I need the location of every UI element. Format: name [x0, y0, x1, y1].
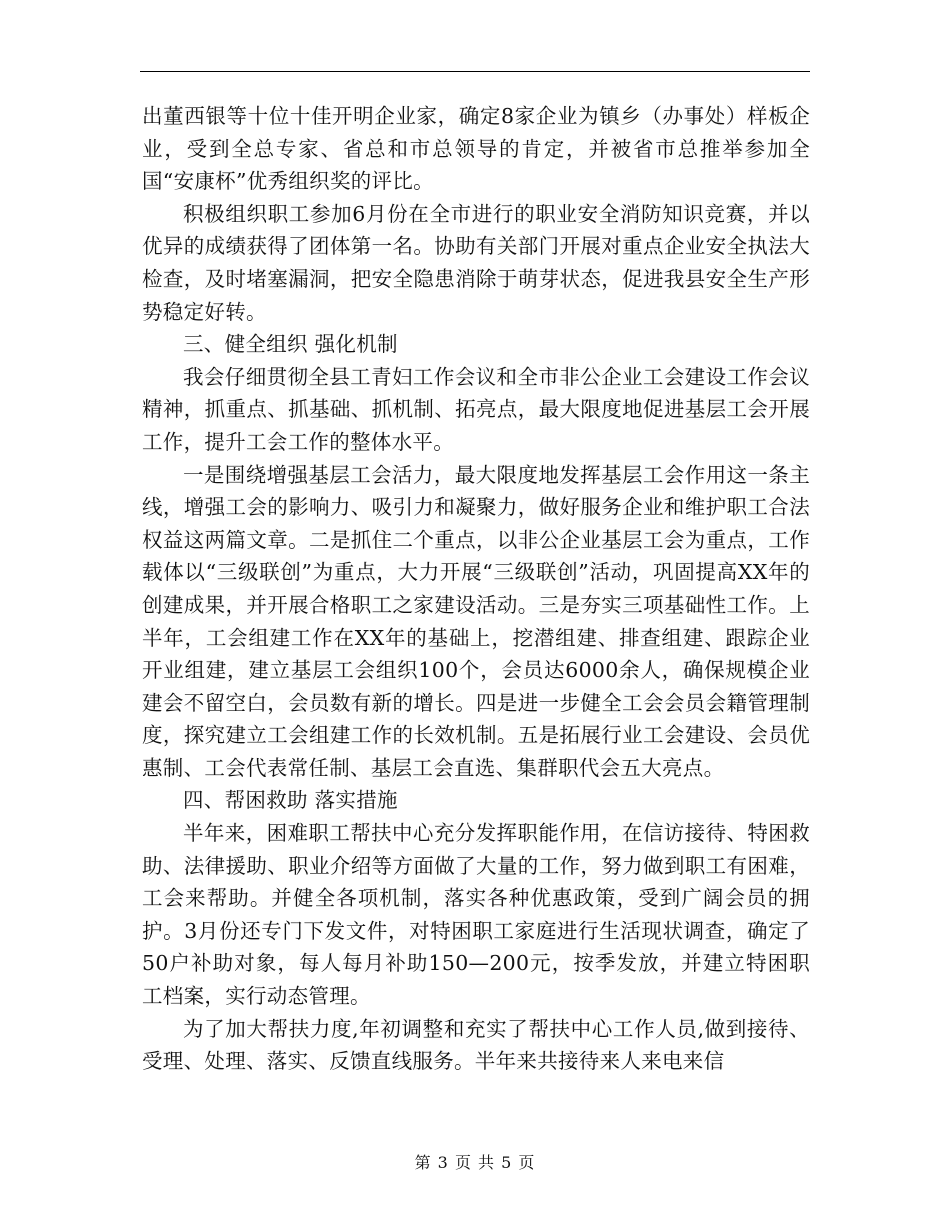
paragraph-assistance-center: 半年来，困难职工帮扶中心充分发挥职能作用，在信访接待、特困救助、法律援助、职业介绍等方面做了大量的工作，努力做到职工有困难，工会来帮助。并健全各项机制，落实各种优惠政策，受到广阔会员的拥护。3月份还专门下发文件，对特困职工家庭进行生活现状调查，确定了50户补助对象，每人每月补助150—200元，按季发放，并建立特困职工档案，实行动态管理。 — [142, 821, 810, 1009]
header-rule — [140, 71, 810, 72]
paragraph-work-points: 一是围绕增强基层工会活力，最大限度地发挥基层工会作用这一条主线，增强工会的影响力、吸引力和凝聚力，做好服务企业和维护职工合法权益这两篇文章。二是抓住二个重点，以非公企业基层工会为重点，工作载体以“三级联创”为重点，大力开展“三级联创”活动，巩固提高XX年的创建成果，并开展合格职工之家建设活动。三是夯实三项基础性工作。上半年，工会组建工作在XX年的基础上，挖潜组建、排查组建、跟踪企业开业组建，建立基层工会组织100个，会员达6000余人，确保规模企业建会不留空白，会员数有新的增长。四是进一步健全工会会员会籍管理制度，探究建立工会组建工作的长效机制。五是拓展行业工会建设、会员优惠制、工会代表常任制、基层工会直选、集群职代会五大亮点。 — [142, 462, 810, 780]
paragraph-meeting-spirit: 我会仔细贯彻全县工青妇工作会议和全市非公企业工会建设工作会议精神，抓重点、抓基础、抓机制、拓亮点，最大限度地促进基层工会开展工作，提升工会工作的整体水平。 — [142, 364, 810, 454]
paragraph-assistance-staff: 为了加大帮扶力度,年初调整和充实了帮扶中心工作人员,做到接待、受理、处理、落实、反馈直线服务。半年来共接待来人来电来信 — [142, 1016, 810, 1074]
document-body — [142, 100, 810, 1078]
section-heading-four: 四、帮困救助 落实措施 — [183, 788, 398, 813]
page-number-footer: 第 3 页 共 5 页 — [414, 1153, 536, 1172]
paragraph-continued: 出董西银等十位十佳开明企业家，确定8家企业为镇乡（办事处）样板企业，受到全总专家、省总和市总领导的肯定，并被省市总推举参加全国“安康杯”优秀组织奖的评比。 — [142, 104, 810, 194]
paragraph-safety-contest: 积极组织职工参加6月份在全市进行的职业安全消防知识竞赛，并以优异的成绩获得了团体第一名。协助有关部门开展对重点企业安全执法大检查，及时堵塞漏洞，把安全隐患消除于萌芽状态，促进我县安全生产形势稳定好转。 — [142, 201, 810, 324]
section-heading-three: 三、健全组织 强化机制 — [183, 332, 398, 357]
